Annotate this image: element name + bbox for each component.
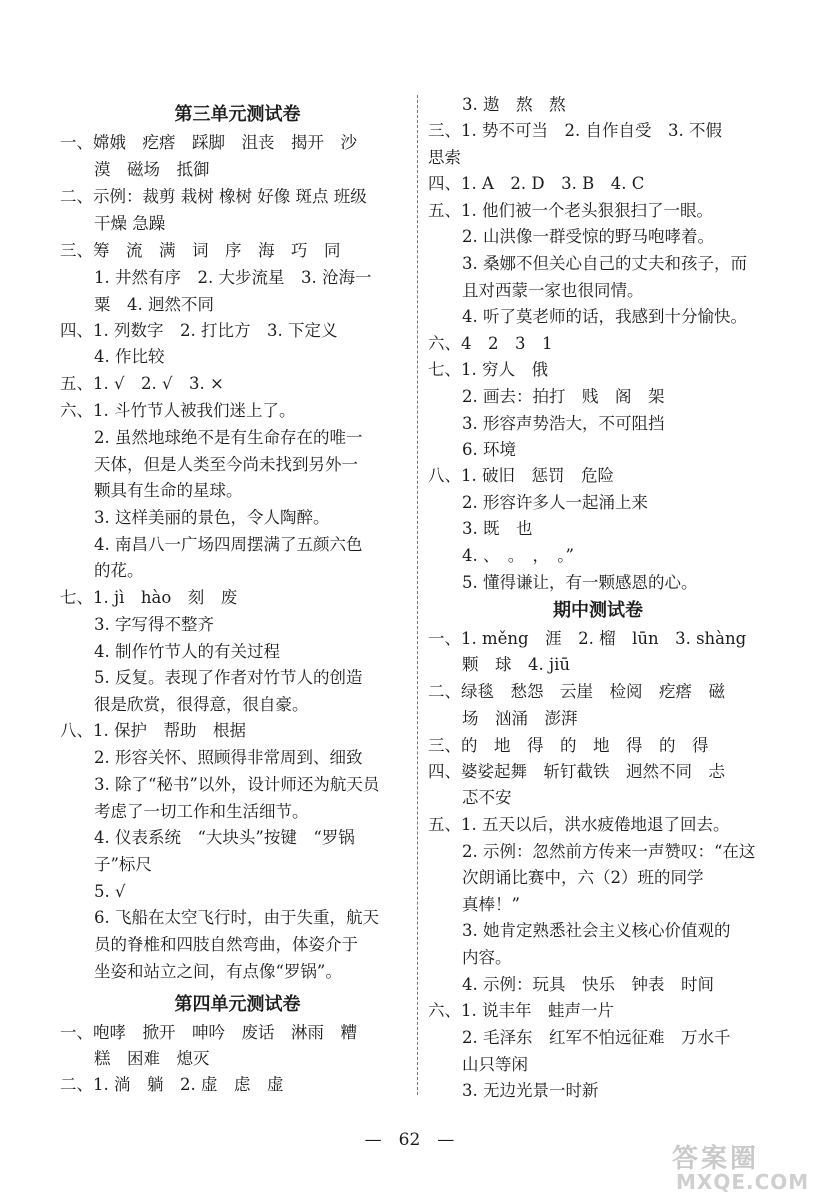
answer-line: 3. 形容声势浩大，不可阻挡	[462, 414, 665, 433]
answer-line: 2. 形容关怀、照顾得非常周到、细致	[94, 748, 363, 767]
answer-line: 二、绿毯 愁怨 云崖 检阅 疙瘩 磁	[428, 682, 725, 701]
answer-line: 一、1. měng 涯 2. 榴 lūn 3. shàng	[428, 629, 747, 648]
answer-line: 5. 反复。表现了作者对竹节人的创造	[94, 668, 363, 687]
answer-line: 3. 她肯定熟悉社会主义核心价值观的	[462, 921, 731, 940]
section-title-midterm: 期中测试卷	[553, 600, 643, 621]
answer-line: 3. 遨 熬 熬	[462, 95, 566, 114]
answer-line: 思索	[428, 148, 461, 167]
answer-line: 颗具有生命的星球。	[94, 481, 243, 500]
answer-line: 漠 磁场 抵御	[94, 160, 210, 179]
answer-line: 3. 桑娜不但关心自己的丈夫和孩子，而	[462, 254, 747, 273]
answer-line: 五、1. 五天以后，洪水疲倦地退了回去。	[428, 815, 730, 834]
section-title-unit3: 第三单元测试卷	[174, 104, 301, 125]
answer-line: 糕 困难 熄灭	[94, 1049, 210, 1068]
answer-line: 2. 形容许多人一起涌上来	[462, 493, 648, 512]
watermark-url: MXQE.COM	[676, 1170, 810, 1194]
answer-line: 八、1. 保护 帮助 根据	[60, 721, 246, 740]
answer-line: 六、4 2 3 1	[428, 334, 553, 353]
answer-line: 四、1. A 2. D 3. B 4. C	[428, 174, 645, 193]
answer-line: 六、1. 斗竹节人被我们迷上了。	[60, 401, 296, 420]
answer-line: 6. 环境	[462, 440, 516, 459]
answer-line: 天体，但是人类至今尚未找到另外一	[94, 455, 358, 474]
answer-line: 五、1. √ 2. √ 3. ×	[60, 374, 224, 393]
section-title-unit4: 第四单元测试卷	[174, 994, 301, 1015]
answer-line: 员的脊椎和四肢自然弯曲，体姿介于	[94, 935, 358, 954]
answer-line: 五、1. 他们被一个老头狠狠扫了一眼。	[428, 201, 713, 220]
answer-line: 考虑了一切工作和生活细节。	[94, 802, 309, 821]
page-number: — 62 —	[364, 1130, 455, 1150]
answer-line: 4. 南昌八一广场四周摆满了五颜六色	[94, 535, 363, 554]
answer-line: 5. √	[94, 882, 126, 901]
answer-line: 4. 示例：玩具 快乐 钟表 时间	[462, 975, 714, 994]
answer-line: 颗 球 4. jiū	[462, 655, 571, 674]
answer-line: 真棒！”	[462, 895, 520, 914]
answer-line: 很是欣赏，很得意，很自豪。	[94, 695, 309, 714]
answer-line: 四、婆娑起舞 斩钉截铁 迥然不同 忐	[428, 762, 725, 781]
answer-line: 粟 4. 迥然不同	[94, 295, 214, 314]
answer-line: 七、1. 穷人 俄	[428, 360, 548, 379]
answer-line: 2. 山洪像一群受惊的野马咆哮着。	[462, 227, 714, 246]
answer-line: 4. 、 。 ， 。”	[462, 546, 574, 565]
answer-line: 4. 听了莫老师的话，我感到十分愉快。	[462, 307, 747, 326]
answer-line: 3. 无边光景一时新	[462, 1081, 599, 1100]
answer-line: 1. 井然有序 2. 大步流星 3. 沧海一	[94, 268, 372, 287]
answer-line: 3. 这样美丽的景色，令人陶醉。	[94, 508, 330, 527]
answer-line: 2. 虽然地球绝不是有生命存在的唯一	[94, 428, 363, 447]
watermark-logo	[672, 1138, 812, 1196]
answer-line: 坐姿和站立之间，有点像“罗锅”。	[94, 962, 342, 981]
answer-line: 次朗诵比赛中，六（2）班的同学	[462, 868, 704, 887]
answer-line: 二、示例：裁剪 栽树 橡树 好像 斑点 班级	[60, 187, 367, 206]
answer-line: 场 汹涌 澎湃	[462, 709, 578, 728]
answer-line: 八、1. 破旧 惩罚 危险	[428, 466, 614, 485]
answer-line: 3. 既 也	[462, 519, 533, 538]
answer-line: 的花。	[94, 561, 144, 580]
answer-line: 干燥 急躁	[94, 214, 166, 233]
answer-line: 4. 仪表系统 “大块头”按键 “罗锅	[94, 828, 355, 847]
answer-line: 子”标尺	[94, 855, 152, 874]
column-divider	[417, 95, 418, 1095]
answer-line: 3. 除了“秘书”以外，设计师还为航天员	[94, 775, 380, 794]
answer-line: 6. 飞船在太空飞行时，由于失重，航天	[94, 908, 379, 927]
answer-line: 三、筹 流 满 词 序 海 巧 同	[60, 241, 341, 260]
answer-line: 二、1. 淌 躺 2. 虚 虑 虚	[60, 1075, 284, 1094]
answer-line: 且对西蒙一家也很同情。	[462, 281, 644, 300]
answer-line: 4. 作比较	[94, 347, 165, 366]
answer-line: 一、咆哮 掀开 呻吟 废话 淋雨 糟	[60, 1023, 357, 1042]
answer-line: 内容。	[462, 948, 512, 967]
answer-line: 2. 毛泽东 红军不怕远征难 万水千	[462, 1028, 731, 1047]
answer-line: 3. 字写得不整齐	[94, 615, 214, 634]
answer-line: 2. 示例：忽然前方传来一声赞叹：“在这	[462, 842, 756, 861]
answer-line: 一、嫦娥 疙瘩 踩脚 沮丧 揭开 沙	[60, 133, 357, 152]
watermark-text: 答案圈	[672, 1144, 760, 1174]
answer-line: 山只等闲	[462, 1055, 528, 1074]
answer-line: 5. 懂得谦让，有一颗感恩的心。	[462, 573, 698, 592]
answer-line: 四、1. 列数字 2. 打比方 3. 下定义	[60, 321, 338, 340]
answer-line: 三、的 地 得 的 地 得 的 得	[428, 736, 709, 755]
answer-line: 2. 画去：拍打 贱 阁 架	[462, 387, 665, 406]
answer-line: 忑不安	[462, 788, 512, 807]
answer-line: 三、1. 势不可当 2. 自作自受 3. 不假	[428, 121, 722, 140]
answer-line: 4. 制作竹节人的有关过程	[94, 642, 280, 661]
answer-line: 六、1. 说丰年 蛙声一片	[428, 1001, 614, 1020]
answer-line: 七、1. jì hào 刻 废	[60, 588, 238, 607]
